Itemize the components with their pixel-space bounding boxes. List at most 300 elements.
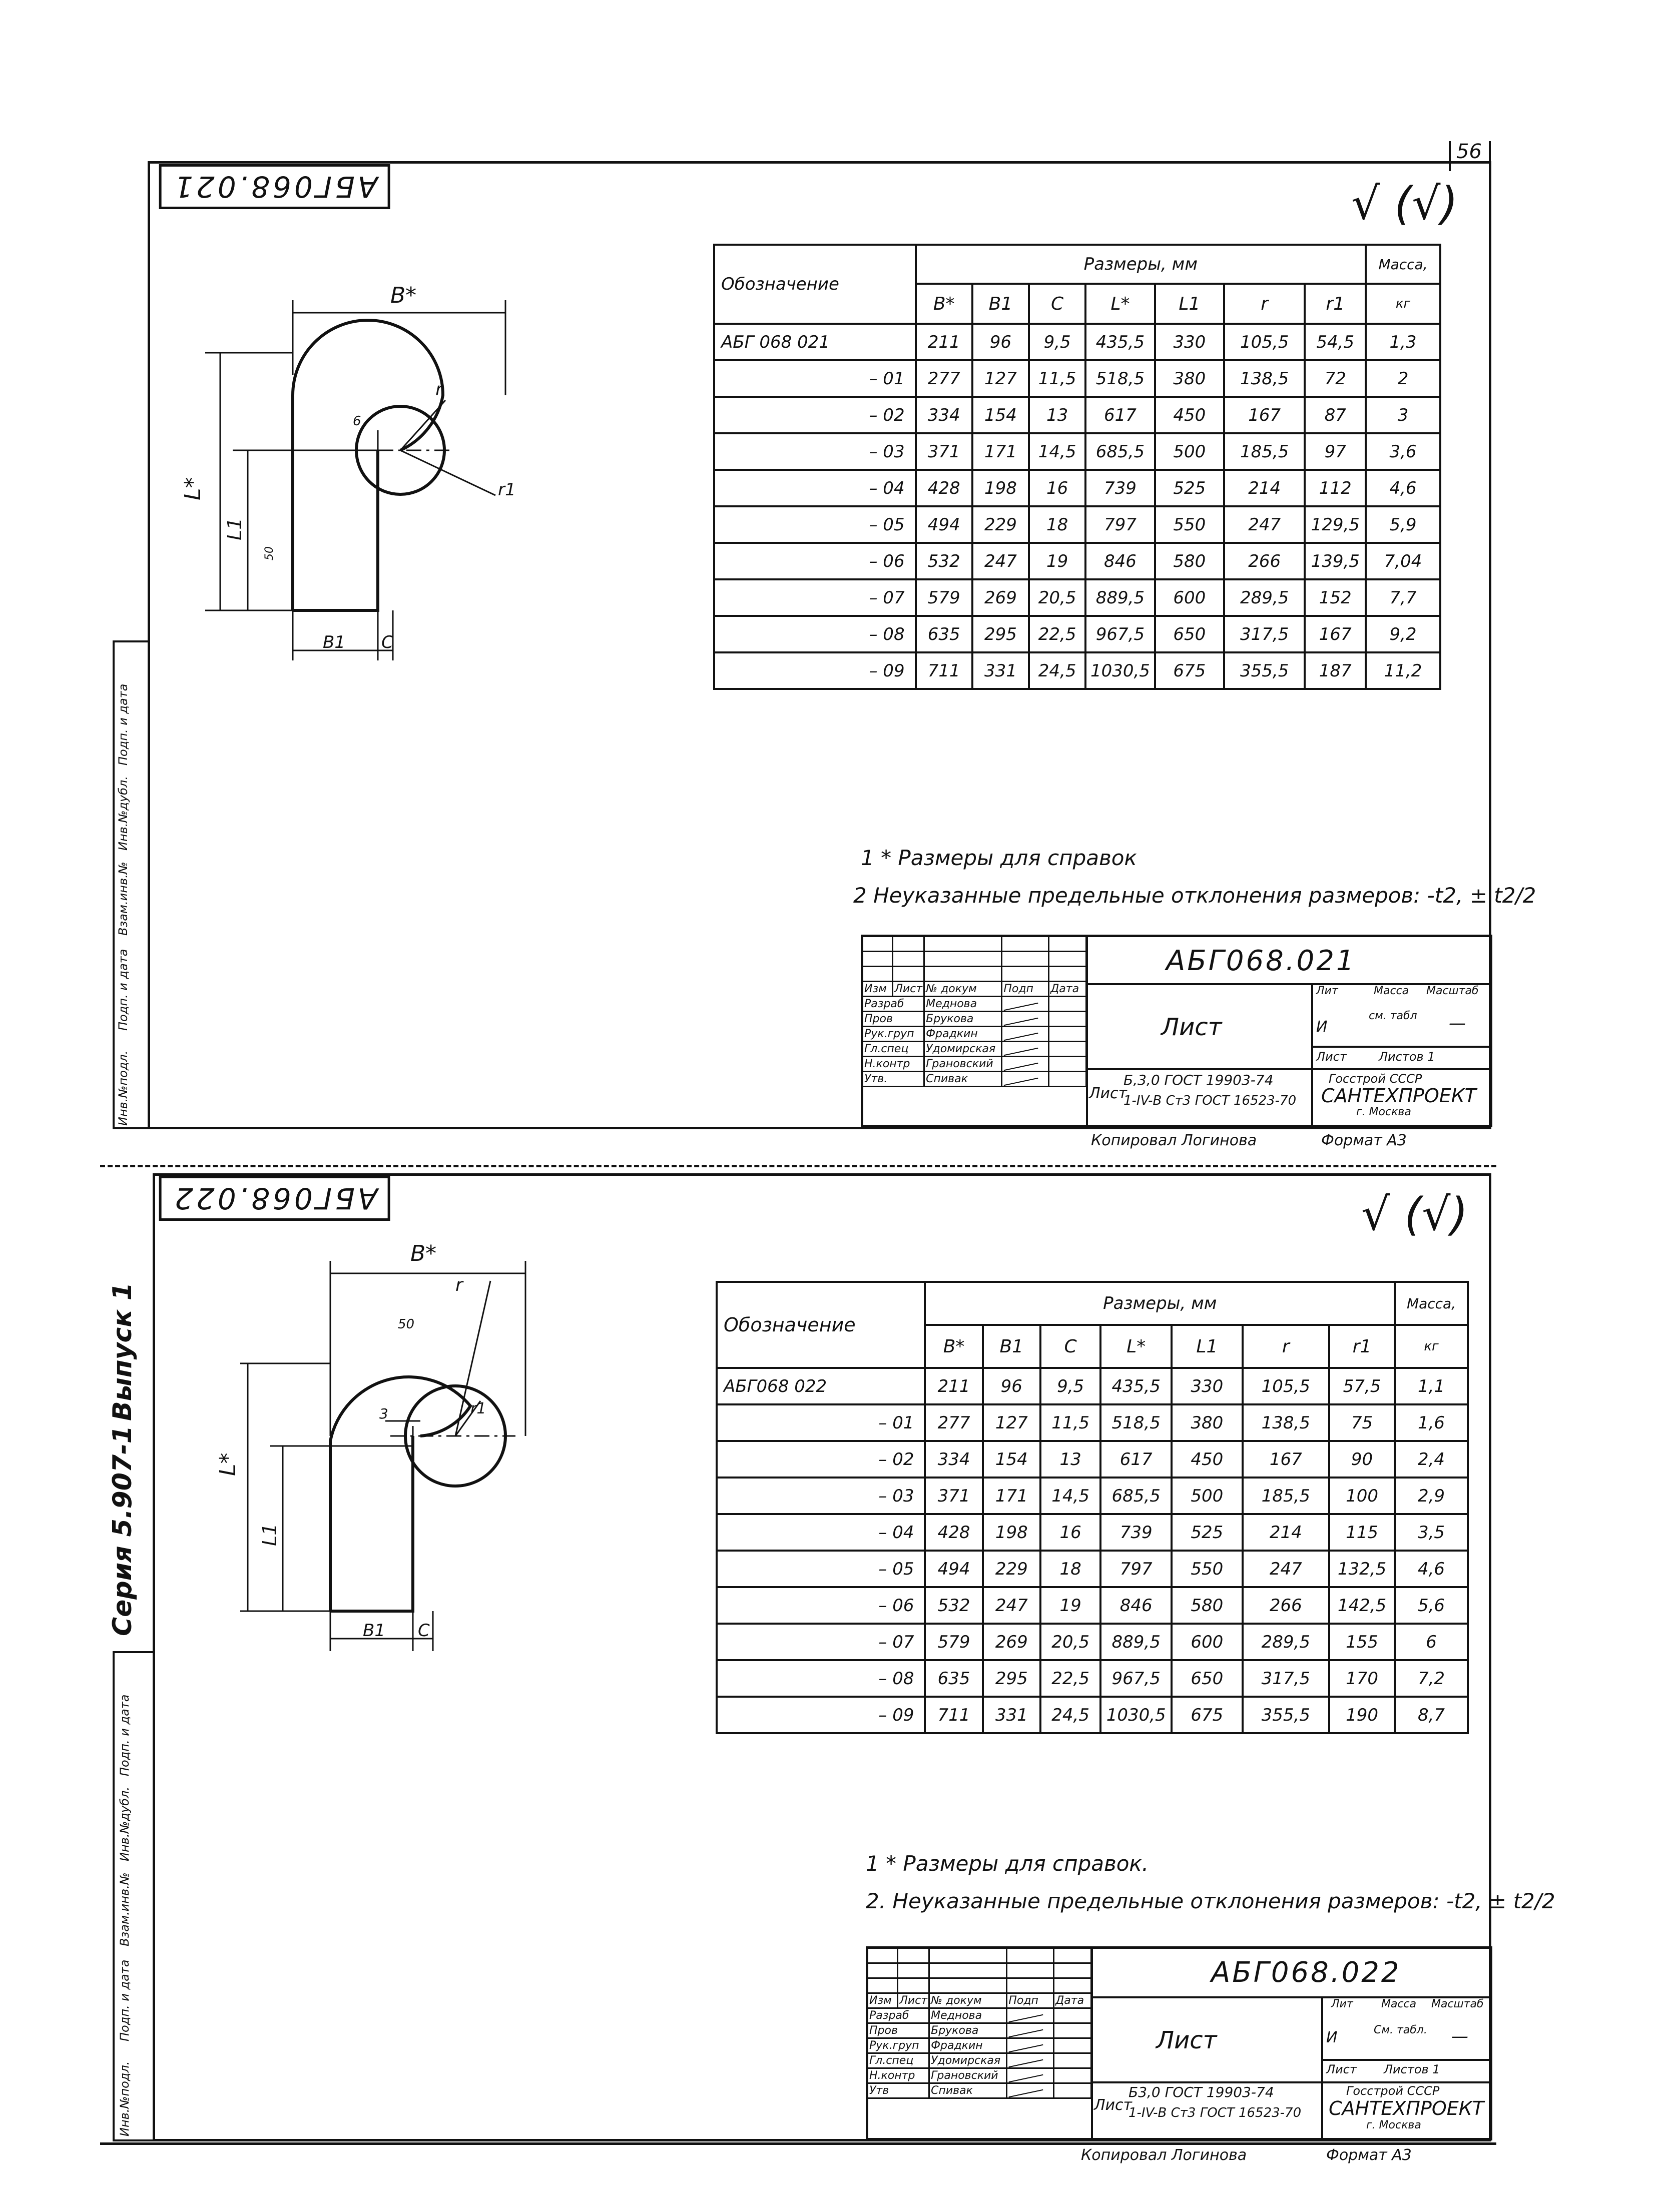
- title-block-line: [1321, 1996, 1323, 2140]
- revision-empty-row: [868, 1978, 1091, 1993]
- table-row: [717, 1514, 1468, 1551]
- table-row: [717, 1624, 1468, 1660]
- col-header: B*: [925, 1325, 982, 1368]
- revision-cell: [863, 967, 893, 982]
- row-cell: 105,5: [1224, 324, 1305, 360]
- signature-role: Рук.груп: [863, 1027, 924, 1042]
- table-row: [714, 652, 1440, 689]
- col-header: C: [1029, 284, 1085, 324]
- side-label: Подп. и дата: [116, 683, 130, 766]
- signature-role: Разраб: [868, 2008, 929, 2023]
- row-cell: 7,2: [1395, 1660, 1468, 1697]
- row-cell: 214: [1224, 470, 1305, 506]
- revision-cell: [929, 1963, 1007, 1978]
- row-cell: 331: [983, 1697, 1040, 1733]
- row-cell: 4,6: [1366, 470, 1440, 506]
- series-label: Серия 5.907-1: [108, 1425, 138, 1636]
- row-cell: 127: [983, 1404, 1040, 1441]
- signature-date: [1054, 2008, 1091, 2023]
- signature-mark: [1007, 2008, 1054, 2023]
- title-block-line: [1091, 1947, 1093, 2140]
- signature-role: Утв: [868, 2083, 929, 2098]
- row-cell: 132,5: [1329, 1551, 1395, 1587]
- signature-row: [863, 1027, 1086, 1042]
- dimensions-table-2: [716, 1281, 1469, 1734]
- row-cell: 247: [983, 1587, 1040, 1624]
- col-header: L1: [1172, 1325, 1243, 1368]
- row-designation: – 03: [714, 433, 916, 470]
- sheet-divider: [100, 1165, 1496, 1167]
- signature-date: [1049, 1027, 1086, 1042]
- table-body-2: [717, 1368, 1468, 1733]
- row-cell: 289,5: [1243, 1624, 1329, 1660]
- signature-row: [868, 2083, 1091, 2098]
- row-cell: 711: [925, 1697, 982, 1733]
- row-cell: 617: [1100, 1441, 1172, 1478]
- side-label: Подп. и дата: [118, 1694, 132, 1776]
- title-block-org-3: г. Москва: [1366, 2119, 1421, 2131]
- row-cell: 1030,5: [1100, 1697, 1172, 1733]
- label-L-star: L*: [215, 1452, 241, 1476]
- row-cell: 187: [1305, 652, 1366, 689]
- stamp-code-2: АБГ068.022: [159, 1176, 390, 1221]
- row-cell: 532: [916, 543, 972, 579]
- row-cell: 6: [1395, 1624, 1468, 1660]
- row-cell: 675: [1155, 652, 1224, 689]
- signature-mark: [1002, 1012, 1049, 1027]
- table-row: [714, 506, 1440, 543]
- row-cell: 277: [925, 1404, 982, 1441]
- signature-role: Н.контр: [863, 1057, 924, 1072]
- label-weld: 50: [263, 546, 276, 560]
- row-designation: – 02: [717, 1441, 925, 1478]
- row-cell: 13: [1029, 397, 1085, 433]
- title-block-scale: —: [1449, 1013, 1466, 1033]
- row-cell: 371: [916, 433, 972, 470]
- signature-role: Рук.груп: [868, 2038, 929, 2053]
- col-header: C: [1040, 1325, 1101, 1368]
- row-cell: 247: [1243, 1551, 1329, 1587]
- revision-header-cell: Изм: [868, 1993, 898, 2008]
- row-cell: 580: [1172, 1587, 1243, 1624]
- row-cell: 9,2: [1366, 616, 1440, 652]
- row-cell: 1,6: [1395, 1404, 1468, 1441]
- signature-name: Удомирская: [929, 2053, 1007, 2068]
- row-cell: 334: [916, 397, 972, 433]
- revision-header-cell: Подп: [1002, 982, 1049, 997]
- revision-cell: [929, 1978, 1007, 1993]
- row-cell: 9,5: [1040, 1368, 1101, 1404]
- signature-row: [868, 2008, 1091, 2023]
- row-cell: 14,5: [1029, 433, 1085, 470]
- col-header: L*: [1085, 284, 1155, 324]
- signature-date: [1049, 1072, 1086, 1087]
- revision-cell: [924, 967, 1002, 982]
- row-cell: 846: [1100, 1587, 1172, 1624]
- row-cell: 330: [1155, 324, 1224, 360]
- row-cell: 20,5: [1029, 579, 1085, 616]
- dimensions-table-1: [713, 244, 1441, 690]
- row-cell: 5,9: [1366, 506, 1440, 543]
- table-row: [714, 579, 1440, 616]
- col-header: r: [1224, 284, 1305, 324]
- revision-header-cell: № докум: [929, 1993, 1007, 2008]
- row-cell: 967,5: [1100, 1660, 1172, 1697]
- title-block-org-1: Госстрой СССР: [1346, 2084, 1440, 2098]
- revision-cell: [1002, 937, 1049, 952]
- revision-empty-row: [863, 952, 1086, 967]
- row-cell: 739: [1085, 470, 1155, 506]
- issue-label: Выпуск 1: [108, 1282, 138, 1421]
- title-block-material-2: 1-IV-В Ст3 ГОСТ 16523-70: [1129, 2105, 1302, 2120]
- side-label: Инв.№дубл.: [118, 1787, 132, 1861]
- row-cell: 57,5: [1329, 1368, 1395, 1404]
- row-designation: – 02: [714, 397, 916, 433]
- table-row: [714, 324, 1440, 360]
- revision-empty-row: [868, 1963, 1091, 1978]
- signature-role: Н.контр: [868, 2068, 929, 2083]
- signature-mark: [1007, 2038, 1054, 2053]
- table-header-dims: Размеры, мм: [916, 245, 1366, 284]
- row-cell: 580: [1155, 543, 1224, 579]
- roughness-symbol-1: √ (√): [1351, 178, 1458, 230]
- table-header-mass: Масса,: [1395, 1282, 1468, 1325]
- row-cell: 525: [1155, 470, 1224, 506]
- title-block-lit: И: [1316, 1018, 1328, 1036]
- signature-date: [1049, 1012, 1086, 1027]
- row-designation: АБГ 068 021: [714, 324, 916, 360]
- label-r1: r1: [498, 480, 516, 500]
- col-header: B1: [972, 284, 1029, 324]
- row-cell: 138,5: [1224, 360, 1305, 397]
- signature-name: Удомирская: [924, 1042, 1002, 1057]
- row-cell: 24,5: [1040, 1697, 1101, 1733]
- title-block-lit: И: [1326, 2029, 1338, 2046]
- label-C: C: [381, 632, 393, 652]
- row-cell: 3,6: [1366, 433, 1440, 470]
- row-cell: 16: [1040, 1514, 1101, 1551]
- row-cell: 500: [1155, 433, 1224, 470]
- revision-cell: [1007, 1963, 1054, 1978]
- row-cell: 711: [916, 652, 972, 689]
- signature-date: [1049, 997, 1086, 1012]
- row-cell: 889,5: [1085, 579, 1155, 616]
- table-body-1: [714, 324, 1440, 689]
- label-weld: 50: [398, 1317, 415, 1332]
- row-cell: 154: [983, 1441, 1040, 1478]
- title-block-org-1: Госстрой СССР: [1329, 1072, 1422, 1086]
- row-designation: – 04: [714, 470, 916, 506]
- row-cell: 171: [972, 433, 1029, 470]
- label-thickness: 3: [379, 1405, 388, 1422]
- title-block-scale-label: Масштаб: [1431, 1998, 1484, 2010]
- table-row: [714, 360, 1440, 397]
- row-cell: 435,5: [1085, 324, 1155, 360]
- signature-name: Фрадкин: [929, 2038, 1007, 2053]
- row-cell: 22,5: [1029, 616, 1085, 652]
- signature-name: Фрадкин: [924, 1027, 1002, 1042]
- table-row: [714, 433, 1440, 470]
- copied-by-1: Копировал Логинова: [1091, 1132, 1257, 1149]
- row-cell: 100: [1329, 1478, 1395, 1514]
- row-cell: 127: [972, 360, 1029, 397]
- signature-name: Брукова: [924, 1012, 1002, 1027]
- title-block-sheets-label: Листов 1: [1379, 1050, 1435, 1064]
- row-designation: – 01: [717, 1404, 925, 1441]
- revision-header-row: [863, 982, 1086, 997]
- table-row: [717, 1587, 1468, 1624]
- signature-name: Спивак: [929, 2083, 1007, 2098]
- revision-cell: [893, 967, 924, 982]
- signature-role: Разраб: [863, 997, 924, 1012]
- signature-date: [1049, 1057, 1086, 1072]
- format-1: Формат А3: [1321, 1132, 1407, 1149]
- revision-cell: [929, 1948, 1007, 1963]
- row-cell: 5,6: [1395, 1587, 1468, 1624]
- row-cell: 2: [1366, 360, 1440, 397]
- row-cell: 685,5: [1085, 433, 1155, 470]
- revision-cell: [1002, 952, 1049, 967]
- row-cell: 167: [1243, 1441, 1329, 1478]
- row-cell: 214: [1243, 1514, 1329, 1551]
- revision-cell: [863, 937, 893, 952]
- table-row: [717, 1368, 1468, 1404]
- title-block-scale-label: Масштаб: [1426, 985, 1479, 997]
- table-row: [717, 1660, 1468, 1697]
- row-cell: 11,5: [1029, 360, 1085, 397]
- row-cell: 14,5: [1040, 1478, 1101, 1514]
- table-header-dims: Размеры, мм: [925, 1282, 1395, 1325]
- row-designation: – 07: [717, 1624, 925, 1660]
- row-cell: 295: [972, 616, 1029, 652]
- row-cell: 97: [1305, 433, 1366, 470]
- row-cell: 635: [916, 616, 972, 652]
- row-cell: 190: [1329, 1697, 1395, 1733]
- revision-empty-row: [863, 967, 1086, 982]
- revision-header-cell: № докум: [924, 982, 1002, 997]
- page-number: 56: [1456, 140, 1482, 163]
- title-block-sheet-label: Лист: [1326, 2062, 1357, 2076]
- revision-cell: [893, 952, 924, 967]
- side-label: Взам.инв.№: [116, 862, 130, 936]
- row-cell: 330: [1172, 1368, 1243, 1404]
- row-cell: 7,04: [1366, 543, 1440, 579]
- table-row: [714, 616, 1440, 652]
- row-designation: – 08: [717, 1660, 925, 1697]
- table-header-mass-unit: кг: [1366, 284, 1440, 324]
- row-cell: 600: [1155, 579, 1224, 616]
- label-L1: L1: [259, 1523, 281, 1546]
- row-cell: 685,5: [1100, 1478, 1172, 1514]
- row-cell: 550: [1172, 1551, 1243, 1587]
- row-cell: 1,3: [1366, 324, 1440, 360]
- row-cell: 889,5: [1100, 1624, 1172, 1660]
- row-cell: 269: [983, 1624, 1040, 1660]
- title-block-sheet-label: Лист: [1316, 1050, 1347, 1064]
- row-cell: 450: [1172, 1441, 1243, 1478]
- title-block-line: [1091, 2081, 1491, 2083]
- signature-date: [1054, 2023, 1091, 2038]
- row-cell: 112: [1305, 470, 1366, 506]
- row-cell: 19: [1040, 1587, 1101, 1624]
- row-cell: 2,9: [1395, 1478, 1468, 1514]
- title-block-material-prefix: Лист: [1089, 1085, 1128, 1102]
- row-cell: 579: [916, 579, 972, 616]
- row-cell: 167: [1224, 397, 1305, 433]
- row-cell: 139,5: [1305, 543, 1366, 579]
- row-designation: – 05: [714, 506, 916, 543]
- revision-cell: [1054, 1978, 1091, 1993]
- row-cell: 75: [1329, 1404, 1395, 1441]
- row-cell: 229: [972, 506, 1029, 543]
- table-row: [717, 1441, 1468, 1478]
- title-block-mass: См. табл.: [1374, 2024, 1427, 2036]
- row-cell: 317,5: [1243, 1660, 1329, 1697]
- row-cell: 3,5: [1395, 1514, 1468, 1551]
- signature-name: Грановский: [924, 1057, 1002, 1072]
- row-cell: 247: [972, 543, 1029, 579]
- row-cell: 380: [1155, 360, 1224, 397]
- row-cell: 54,5: [1305, 324, 1366, 360]
- table-header-mass: Масса,: [1366, 245, 1440, 284]
- row-cell: 846: [1085, 543, 1155, 579]
- row-cell: 3: [1366, 397, 1440, 433]
- row-cell: 797: [1085, 506, 1155, 543]
- row-cell: 129,5: [1305, 506, 1366, 543]
- signature-role: Гл.спец: [863, 1042, 924, 1057]
- title-block-lit-label: Лит: [1331, 1998, 1353, 2010]
- table-row: [714, 470, 1440, 506]
- label-B1: B1: [363, 1621, 385, 1641]
- title-block-material-2: 1-IV-В Ст3 ГОСТ 16523-70: [1124, 1093, 1297, 1108]
- title-block-line: [1321, 2059, 1491, 2061]
- note-1: 1 * Размеры для справок: [861, 846, 1137, 870]
- row-cell: 142,5: [1329, 1587, 1395, 1624]
- row-cell: 355,5: [1224, 652, 1305, 689]
- row-cell: 331: [972, 652, 1029, 689]
- signature-date: [1054, 2083, 1091, 2098]
- signature-mark: [1007, 2053, 1054, 2068]
- row-designation: – 07: [714, 579, 916, 616]
- row-cell: 2,4: [1395, 1441, 1468, 1478]
- row-cell: 171: [983, 1478, 1040, 1514]
- label-r1: r1: [470, 1400, 486, 1417]
- row-cell: 18: [1040, 1551, 1101, 1587]
- row-cell: 617: [1085, 397, 1155, 433]
- side-label: Взам.инв.№: [118, 1872, 132, 1946]
- title-block-scale: —: [1451, 2026, 1468, 2046]
- row-designation: – 09: [717, 1697, 925, 1733]
- signature-row: [868, 2038, 1091, 2053]
- revision-empty-row: [868, 1948, 1091, 1963]
- signature-role: Пров: [863, 1012, 924, 1027]
- revision-cell: [1049, 967, 1086, 982]
- title-block-line: [1086, 936, 1088, 1127]
- signature-row: [863, 1012, 1086, 1027]
- signature-row: [863, 1072, 1086, 1087]
- row-cell: 155: [1329, 1624, 1395, 1660]
- row-cell: 317,5: [1224, 616, 1305, 652]
- signature-name: Меднова: [929, 2008, 1007, 2023]
- signature-row: [868, 2023, 1091, 2038]
- row-cell: 355,5: [1243, 1697, 1329, 1733]
- row-cell: 1030,5: [1085, 652, 1155, 689]
- signature-name: Меднова: [924, 997, 1002, 1012]
- row-cell: 532: [925, 1587, 982, 1624]
- col-header: B*: [916, 284, 972, 324]
- row-cell: 19: [1029, 543, 1085, 579]
- title-block-line: [1086, 1068, 1491, 1070]
- row-cell: 269: [972, 579, 1029, 616]
- title-block-sheets-label: Листов 1: [1384, 2062, 1440, 2076]
- row-cell: 105,5: [1243, 1368, 1329, 1404]
- row-cell: 170: [1329, 1660, 1395, 1697]
- revision-cell: [863, 952, 893, 967]
- title-block-line: [1311, 1046, 1491, 1048]
- revision-header-cell: Изм: [863, 982, 893, 997]
- revision-cell: [898, 1963, 929, 1978]
- part-drawing-1: [180, 280, 566, 670]
- row-cell: 334: [925, 1441, 982, 1478]
- col-header: B1: [983, 1325, 1040, 1368]
- row-cell: 380: [1172, 1404, 1243, 1441]
- label-r: r: [455, 1275, 463, 1295]
- title-block-mass-label: Масса: [1381, 1998, 1417, 2010]
- row-cell: 185,5: [1243, 1478, 1329, 1514]
- row-cell: 494: [916, 506, 972, 543]
- row-cell: 229: [983, 1551, 1040, 1587]
- row-cell: 154: [972, 397, 1029, 433]
- revision-cell: [924, 952, 1002, 967]
- title-block-code: АБГ068.021: [1166, 945, 1356, 977]
- label-B-star: B*: [410, 1241, 437, 1266]
- row-designation: – 06: [717, 1587, 925, 1624]
- signature-role: Утв.: [863, 1072, 924, 1087]
- row-cell: 435,5: [1100, 1368, 1172, 1404]
- row-cell: 295: [983, 1660, 1040, 1697]
- signature-date: [1054, 2068, 1091, 2083]
- label-r: r: [435, 379, 443, 400]
- title-block-revision-grid: [862, 936, 1087, 1087]
- copied-by-2: Копировал Логинова: [1081, 2146, 1247, 2164]
- signature-date: [1054, 2038, 1091, 2053]
- row-cell: 635: [925, 1660, 982, 1697]
- title-block-material-1: Б3,0 ГОСТ 19903-74: [1129, 2084, 1274, 2100]
- title-block-org-3: г. Москва: [1356, 1106, 1411, 1118]
- signature-name: Грановский: [929, 2068, 1007, 2083]
- revision-header-row: [868, 1993, 1091, 2008]
- row-cell: 500: [1172, 1478, 1243, 1514]
- signature-mark: [1002, 997, 1049, 1012]
- row-cell: 96: [972, 324, 1029, 360]
- note-1: 1 * Размеры для справок.: [866, 1851, 1149, 1876]
- revision-header-cell: Подп: [1007, 1993, 1054, 2008]
- row-designation: – 03: [717, 1478, 925, 1514]
- revision-header-cell: Дата: [1054, 1993, 1091, 2008]
- signature-mark: [1007, 2068, 1054, 2083]
- row-cell: 739: [1100, 1514, 1172, 1551]
- row-cell: 550: [1155, 506, 1224, 543]
- revision-header-cell: Лист: [893, 982, 924, 997]
- label-C: C: [418, 1621, 430, 1641]
- table-row: [714, 397, 1440, 433]
- revision-cell: [868, 1948, 898, 1963]
- title-block-revision-grid: [867, 1947, 1092, 2099]
- row-cell: 87: [1305, 397, 1366, 433]
- row-cell: 277: [916, 360, 972, 397]
- row-cell: 9,5: [1029, 324, 1085, 360]
- row-cell: 11,2: [1366, 652, 1440, 689]
